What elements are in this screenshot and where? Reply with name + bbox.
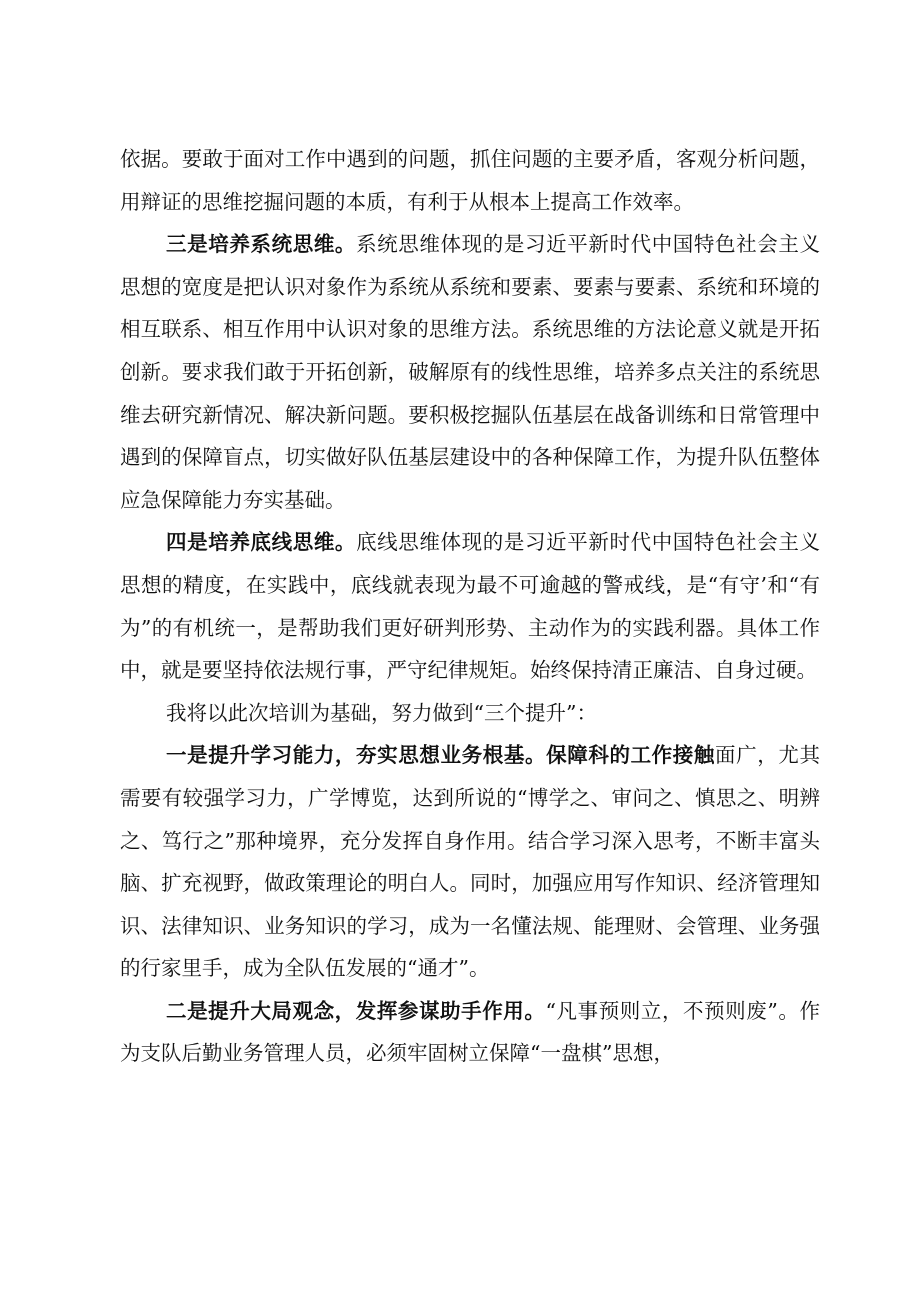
paragraph-text: 系统思维体现的是习近平新时代中国特色社会主义思想的宽度是把认识对象作为系统从系统和要素、要素与要素、系统和环境的相互联系、相互作用中认识对象的思维方法。系统思维的方法论意义就是开拓创新。要求我们敢于开拓创新，破解原有的线性思维，培养多点关注的系统思维去研究新情况、解决新问题。要积极挖掘队伍基层在战备训练和日常管理中遇到的保障盲点，切实做好队伍基层建设中的各种保障工作，为提升队伍整体应急保障能力夯实基础。 [120,232,821,512]
paragraph-bottom-line-thinking [120,521,820,691]
paragraph-lead: 四是培养底线思维。 [166,530,357,555]
paragraph-text: 底线思维体现的是习近平新时代中国特色社会主义思想的精度，在实践中，底线就表现为最不可逾越的警戒线，是“有守’和“有为”的有机统一，是帮助我们更好研判形势、主动作为的实践利器。具体工作中，就是要坚持依法规行事，严守纪律规矩。始终保持清正廉洁、自身过硬。 [120,530,821,683]
paragraph-learning-ability [120,734,820,990]
paragraph-text: 依据。要敢于面对工作中遇到的问题，抓住问题的主要矛盾，客观分析问题，用辩证的思维挖掘问题的本质，有利于从根本上提高工作效率。 [120,147,820,214]
paragraph-continuation [120,138,820,223]
paragraph-lead: 一是提升学习能力，夯实思想业务根基。保障科的工作接触 [166,743,716,768]
paragraph-text: “凡事预则立，不预则废”。作为支队后勤业务管理人员，必须牢固树立保障“一盘棋”思想， [120,998,820,1066]
paragraph-big-picture [120,990,820,1075]
paragraph-text: 面广，尤其需要有较强学习力，广学博览，达到所说的“博学之、审问之、慎思之、明辨之、笃行之”那种境界，充分发挥自身作用。结合学习深入思考，不断丰富头脑、扩充视野，做政策理论的明白人。同时，加强应用写作知识、经济管理知识、法律知识、业务知识的学习，成为一名懂法规、能理财、会管理、业务强的行家里手，成为全队伍发展的“通才”。 [120,743,821,981]
paragraph-lead: 二是提升大局观念，发挥参谋助手作用。 [166,998,546,1023]
paragraph-systems-thinking [120,223,820,521]
paragraph-text: 我将以此次培训为基础，努力做到“三个提升”： [166,700,597,725]
paragraph-three-improvements-intro [120,692,820,735]
document-page [120,138,820,1075]
paragraph-lead: 三是培养系统思维。 [166,232,357,257]
